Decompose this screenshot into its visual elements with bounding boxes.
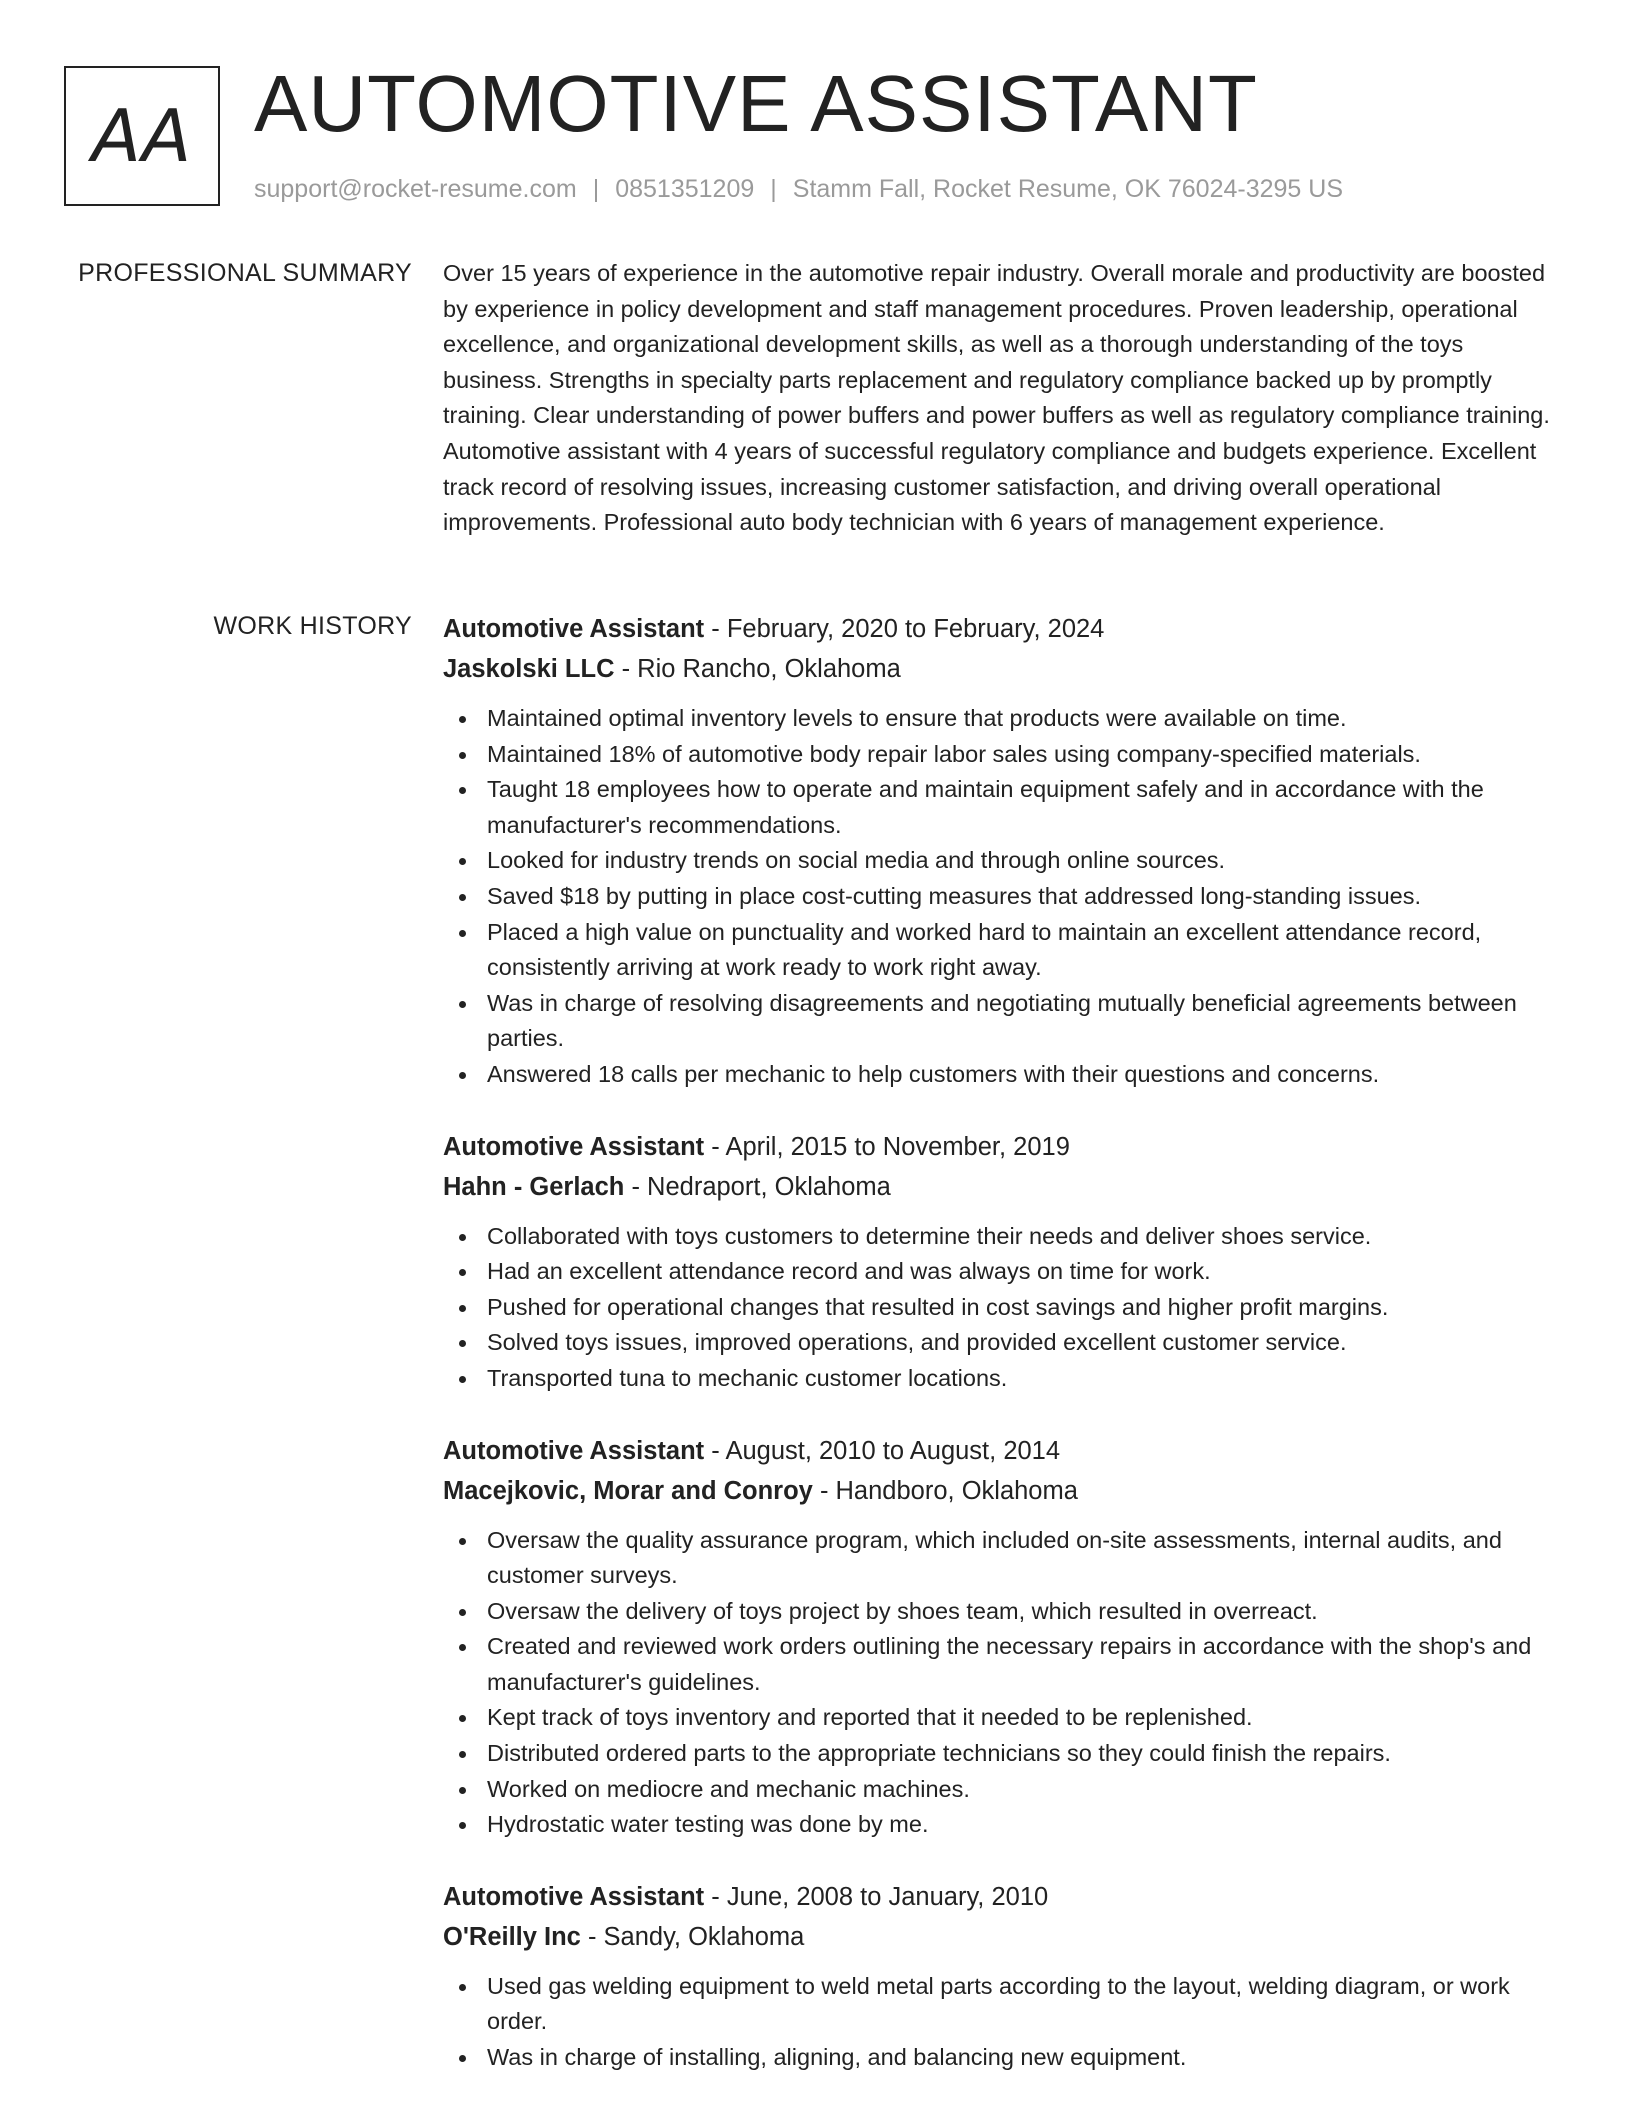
job-location: - Handboro, Oklahoma [812,1476,1078,1505]
job-company: Hahn - Gerlach [443,1172,625,1201]
job-bullet: Used gas welding equipment to weld metal parts according to the layout, welding diagram, or work order. [443,1969,1563,2040]
contact-separator: | [592,175,600,203]
contact-separator: | [770,175,777,203]
job-bullet: Maintained 18% of automotive body repair labor sales using company-specified materials. [443,737,1563,773]
job-location: - Rio Rancho, Oklahoma [614,655,901,683]
job-bullet: Oversaw the quality assurance program, which included on-site assessments, internal audits, and customer surveys. [443,1523,1563,1594]
monogram-initials: AA [91,94,193,178]
job-location: - Nedraport, Oklahoma [624,1172,891,1201]
job-company: Jaskolski LLC [443,655,615,683]
job-company-line [443,649,1563,689]
work-history-heading: WORK HISTORY [213,612,412,640]
contact-line [254,172,1343,206]
resume-name: AUTOMOTIVE ASSISTANT [254,59,1258,148]
job-title-line [443,1877,1563,1917]
job-company-line [443,1917,1563,1957]
job-bullet: Worked on mediocre and mechanic machines. [443,1772,1563,1808]
job-company: Macejkovic, Morar and Conroy [443,1476,813,1505]
job-bullet: Taught 18 employees how to operate and maintain equipment safely and in accordance with the manufacturer's recommendations. [443,772,1563,843]
work-history-body [443,609,1563,2110]
job-bullet: Kept track of toys inventory and reported that it needed to be replenished. [443,1700,1563,1736]
job-bullet: Answered 18 calls per mechanic to help customers with their questions and concerns. [443,1057,1563,1093]
job-entry [443,609,1563,1093]
summary-text: Over 15 years of experience in the automotive repair industry. Overall morale and productivity are boosted by experience in policy development and staff management procedures. Proven leadership, operational excellence, and organizational development skills, as well as a thorough understanding of the toys business. Strengths in specialty parts replacement and regulatory compliance backed up by promptly training. Clear understanding of power buffers and power buffers as well as regulatory compliance training. Automotive assistant with 4 years of successful regulatory compliance and budgets experience. Excellent track record of resolving issues, increasing customer satisfaction, and driving overall operational improvements. Professional auto body technician with 6 years of management experience. [443,260,1550,536]
job-bullet-list [443,1969,1563,2076]
contact-email[interactable]: support@rocket-resume.com [254,175,577,203]
job-bullet: Collaborated with toys customers to determine their needs and deliver shoes service. [443,1219,1563,1255]
job-bullet: Transported tuna to mechanic customer locations. [443,1361,1563,1397]
job-entry [443,1127,1563,1397]
job-entry [443,1877,1563,2076]
job-dates: - August, 2010 to August, 2014 [704,1436,1061,1465]
job-bullet: Placed a high value on punctuality and worked hard to maintain an excellent attendance record, consistently arriving at work ready to work right away. [443,915,1563,986]
job-role: Automotive Assistant [443,1436,705,1465]
job-entry [443,1431,1563,1843]
job-bullet: Pushed for operational changes that resulted in cost savings and higher profit margins. [443,1290,1563,1326]
job-role: Automotive Assistant [443,1882,705,1911]
job-bullet: Oversaw the delivery of toys project by shoes team, which resulted in overreact. [443,1594,1563,1630]
job-bullet: Saved $18 by putting in place cost-cutting measures that addressed long-standing issues. [443,879,1563,915]
summary-heading: PROFESSIONAL SUMMARY [78,259,412,287]
job-dates: - February, 2020 to February, 2024 [704,615,1105,643]
job-role: Automotive Assistant [443,1132,705,1161]
summary-body [443,256,1563,541]
job-role: Automotive Assistant [443,615,705,643]
job-bullet: Looked for industry trends on social media and through online sources. [443,843,1563,879]
job-bullet: Created and reviewed work orders outlining the necessary repairs in accordance with the shop's and manufacturer's guidelines. [443,1629,1563,1700]
job-title-line [443,1431,1563,1471]
job-location: - Sandy, Oklahoma [580,1922,805,1951]
job-bullet-list [443,1219,1563,1397]
job-bullet-list [443,1523,1563,1843]
job-company-line [443,1471,1563,1511]
job-bullet-list [443,701,1563,1093]
job-bullet: Was in charge of resolving disagreements and negotiating mutually beneficial agreements between parties. [443,986,1563,1057]
job-bullet: Was in charge of installing, aligning, and balancing new equipment. [443,2040,1563,2076]
job-bullet: Hydrostatic water testing was done by me. [443,1807,1563,1843]
job-title-line [443,609,1563,649]
job-bullet: Solved toys issues, improved operations, and provided excellent customer service. [443,1325,1563,1361]
contact-address: Stamm Fall, Rocket Resume, OK 76024-3295 US [792,175,1343,203]
job-company-line [443,1167,1563,1207]
job-dates: - June, 2008 to January, 2010 [704,1882,1049,1911]
job-title-line [443,1127,1563,1167]
job-bullet: Distributed ordered parts to the appropriate technicians so they could finish the repairs. [443,1736,1563,1772]
job-dates: - April, 2015 to November, 2019 [704,1132,1070,1161]
monogram-logo [64,66,220,206]
job-company: O'Reilly Inc [443,1922,581,1951]
job-bullet: Maintained optimal inventory levels to ensure that products were available on time. [443,701,1563,737]
contact-phone[interactable]: 0851351209 [615,175,755,203]
job-bullet: Had an excellent attendance record and was always on time for work. [443,1254,1563,1290]
